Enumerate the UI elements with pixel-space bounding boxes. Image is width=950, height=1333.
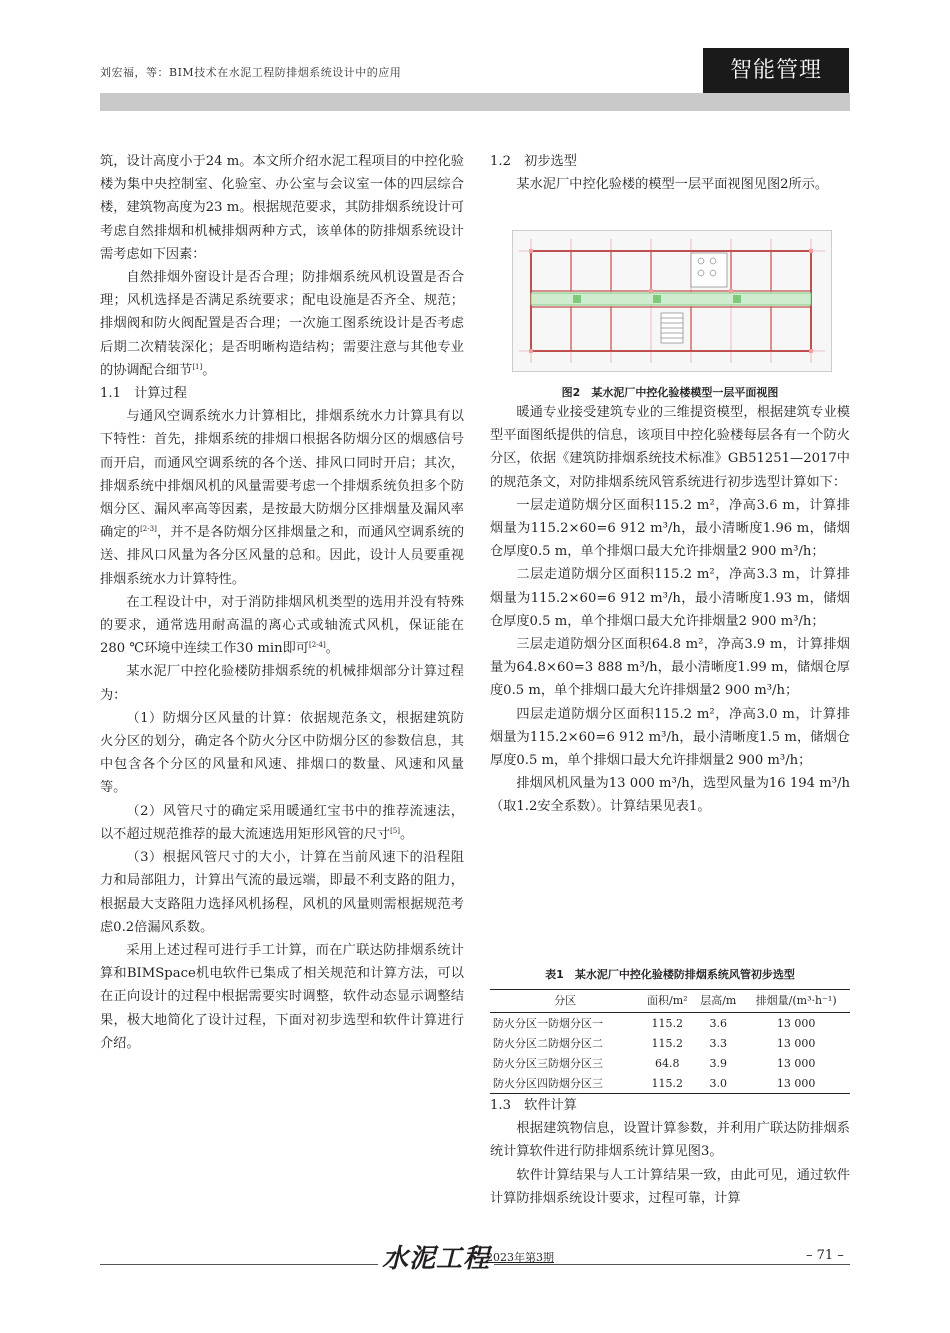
paragraph: 筑，设计高度小于24 m。本文所介绍水泥工程项目的中控化验楼为集中央控制室、化验室、办公室与会议室一体的四层综合楼，建筑物高度为23 m。根据规范要求，其防排烟系统设计可考虑自然排烟和机械排烟两种方式，该单体的防排烟系统设计需考虑如下因素：	[100, 154, 464, 262]
table-header: 面积/m²	[640, 990, 694, 1013]
section-heading: 1.3 软件计算	[490, 1098, 577, 1113]
table-cell: 115.2	[640, 1073, 694, 1094]
left-column	[100, 150, 464, 1055]
paragraph: 排烟风机风量为13 000 m³/h，选型风量为16 194 m³/h（取1.2安全系数）。计算结果见表1。	[490, 776, 850, 815]
paragraph: （1）防烟分区风量的计算：依据规范条文，根据建筑防火分区的划分，确定各个防火分区中防烟分区的参数信息，其中包含各个分区的风量和风速、排烟口的数量、风速和风量等。	[100, 710, 464, 796]
paragraph: 一层走道防烟分区面积115.2 m²，净高3.6 m，计算排烟量为115.2×60=6 912 m³/h，最小清晰度1.96 m，储烟仓厚度0.5 m，单个排烟口最大允许排烟量2 900 m³/h；	[490, 497, 850, 560]
citation: [1]	[192, 362, 203, 371]
paragraph: 软件计算结果与人工计算结果一致，由此可见，通过软件计算防排烟系统设计要求，过程可靠，计算	[490, 1167, 850, 1206]
citation: [5]	[390, 826, 401, 835]
table-cell: 防火分区三防烟分区三	[493, 1057, 603, 1070]
section-heading: 1.1 计算过程	[100, 386, 187, 402]
issue-label: 2023年第3期	[486, 1251, 554, 1264]
table-cell: 3.0	[694, 1073, 742, 1094]
figure-caption: 图2 某水泥厂中控化验楼模型一层平面视图	[561, 386, 779, 399]
table-cell: 115.2	[651, 1036, 684, 1050]
paragraph: 三层走道防烟分区面积64.8 m²，净高3.9 m，计算排烟量为64.8×60=3 888 m³/h，最小清晰度1.99 m，储烟仓厚度0.5 m，单个排烟口最大允许排烟量2 900 m³/h；	[490, 637, 850, 699]
floor-plan-figure	[512, 230, 832, 372]
section-heading: 1.2 初步选型	[490, 154, 577, 169]
table-row	[490, 1073, 850, 1094]
journal-logo: 水泥工程	[378, 1238, 494, 1275]
table-row	[490, 1013, 850, 1034]
table-cell: 13 000	[776, 1016, 816, 1030]
citation: [2-4]	[309, 641, 326, 650]
table-row	[490, 1033, 850, 1053]
paragraph: 在工程设计中，对于消防排烟风机类型的选用并没有特殊的要求，通常选用耐高温的离心式或轴流式风机，保证能在280 ℃环境中连续工作30 min即可[2-4]。	[100, 594, 464, 657]
table-cell: 3.6	[709, 1016, 728, 1030]
table-cell: 64.8	[655, 1056, 680, 1070]
table-cell: 防火分区二防烟分区二	[493, 1037, 603, 1050]
table-cell: 115.2	[651, 1016, 684, 1030]
paragraph: 采用上述过程可进行手工计算，而在广联达防排烟系统计算和BIMSpace机电软件已集成了相关规范和计算方法，可以在正向设计的过程中根据需要实时调整，软件动态显示调整结果，极大地简化了设计过程，下面对初步选型和软件计算进行介绍。	[100, 942, 464, 1051]
table-cell: 防火分区一防烟分区一	[493, 1017, 603, 1030]
citation: [2-3]	[140, 525, 157, 534]
paragraph: 与通风空调系统水力计算相比，排烟系统水力计算具有以下特性：首先，排烟系统的排烟口根据各防烟分区的烟感信号而开启，而通风空调系统的各个送、排风口同时开启；其次，排烟系统中排烟风机的风量需要考虑一个排烟系统负担多个防烟分区、漏风率高等因素，是按最大防烟分区排烟量及漏风率确定的[2-3]，并不是各防烟分区排烟量之和，而通风空调系统的送、排风口风量为各分区风量的总和。因此，设计人员要重视排烟系统水力计算特性。	[100, 409, 465, 587]
paragraph: 某水泥厂中控化验楼的模型一层平面视图见图2所示。	[516, 177, 829, 193]
floor-plan-drawing	[513, 231, 831, 371]
duct-selection-table	[490, 989, 850, 1094]
table-cell: 3.3	[709, 1036, 728, 1050]
right-column-bottom	[490, 1094, 850, 1210]
paragraph: 暖通专业接受建筑专业的三维提资模型，根据建筑专业模型平面图纸提供的信息，该项目中控化验楼每层各有一个防火分区，依据《建筑防排烟系统技术标准》GB51251—2017中的规范条文，对防排烟系统风管系统进行初步选型计算如下：	[490, 405, 850, 490]
section-tag: 智能管理	[703, 48, 849, 93]
paragraph: 某水泥厂中控化验楼防排烟系统的机械排烟部分计算过程为：	[100, 664, 464, 703]
paragraph: （2）风管尺寸的确定采用暖通红宝书中的推荐流速法，以不超过规范推荐的最大流速选用矩形风管的尺寸[5]。	[100, 803, 464, 842]
table-cell: 防火分区四防烟分区三	[490, 1073, 640, 1094]
table-header: 层高/m	[694, 990, 742, 1013]
table-header-row	[490, 990, 850, 1013]
paragraph: 四层走道防烟分区面积115.2 m²，净高3.0 m，计算排烟量为115.2×60=6 912 m³/h，最小清晰度1.5 m，储烟仓厚度0.5 m，单个排烟口最大允许排烟量2 900 m³/h；	[490, 706, 850, 769]
paragraph: 自然排烟外窗设计是否合理；防排烟系统风机设置是否合理；风机选择是否满足系统要求；配电设施是否齐全、规范；排烟阀和防火阀配置是否合理；一次施工图系统设计是否考虑后期二次精装深化；是否明晰构造结构；需要注意与其他专业的协调配合细节[1]。	[100, 270, 464, 378]
table-header: 分区	[490, 990, 640, 1013]
right-column-top	[490, 150, 850, 196]
paragraph: 二层走道防烟分区面积115.2 m²，净高3.3 m，计算排烟量为115.2×60=6 912 m³/h，最小清晰度1.93 m，储烟仓厚度0.5 m，单个排烟口最大允许排烟量2 900 m³/h；	[490, 567, 850, 629]
table-caption: 表1 某水泥厂中控化验楼防排烟系统风管初步选型	[545, 968, 795, 981]
paragraph: 根据建筑物信息，设置计算参数，并利用广联达防排烟系统计算软件进行防排烟系统计算见图3。	[490, 1121, 850, 1160]
table-cell: 13 000	[776, 1056, 816, 1070]
table-row	[490, 1053, 850, 1073]
header-bar	[100, 93, 850, 111]
table-cell: 3.9	[709, 1056, 728, 1070]
table-cell: 13 000	[776, 1036, 816, 1050]
right-column-middle	[490, 401, 850, 819]
table-cell: 13 000	[742, 1073, 850, 1094]
paragraph: （3）根据风管尺寸的大小，计算在当前风速下的沿程阻力和局部阻力，计算出气流的最远端，即最不利支路的阻力，根据最大支路阻力选择风机扬程，风机的风量则需根据规范考虑0.2倍漏风系数。	[100, 850, 464, 935]
running-title: 刘宏福，等：BIM技术在水泥工程防排烟系统设计中的应用	[100, 66, 402, 79]
page-number: – 71 –	[806, 1248, 844, 1263]
table-header: 排烟量/(m³·h⁻¹)	[742, 990, 850, 1013]
